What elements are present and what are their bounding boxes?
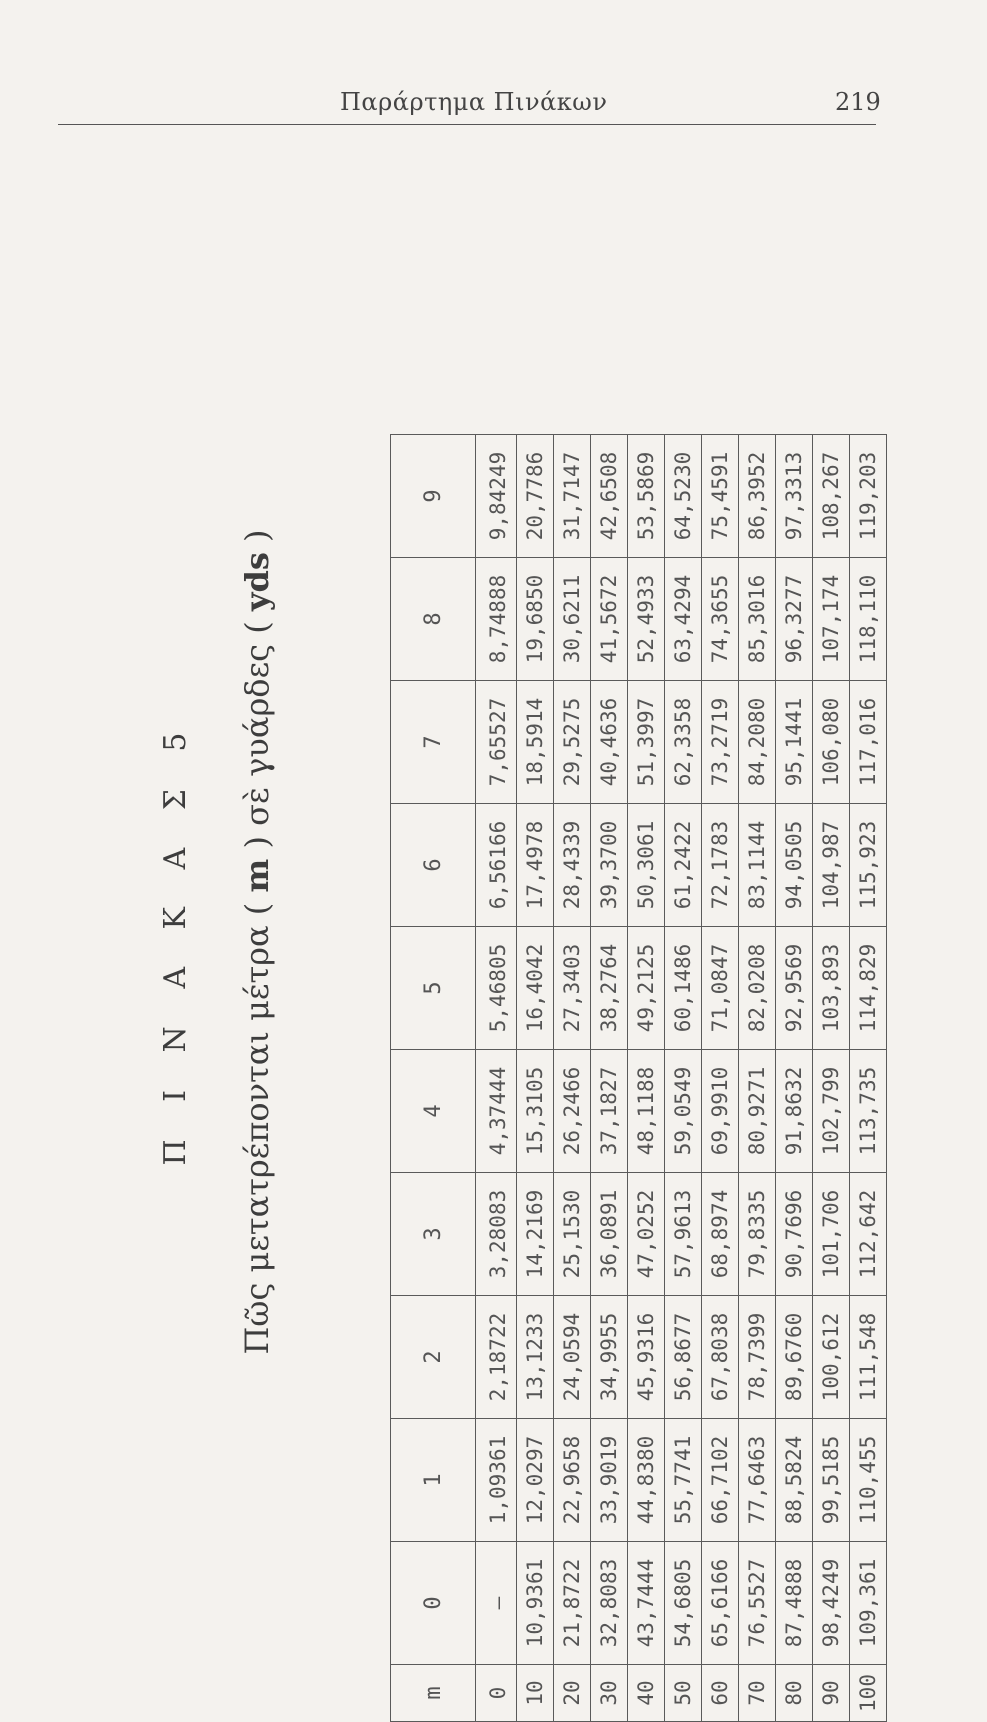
table-cell: —	[476, 1542, 517, 1665]
table-cell: 42,6508	[591, 435, 628, 558]
table-cell: 3,28083	[476, 1173, 517, 1296]
table-cell: 64,5230	[665, 435, 702, 558]
table-cell: 99,5185	[813, 1419, 850, 1542]
table-title-suffix: )	[238, 529, 276, 542]
table-cell: 31,7147	[554, 435, 591, 558]
table-title-unit-yds: yds	[238, 552, 276, 612]
table-cell: 79,8335	[739, 1173, 776, 1296]
table-cell: 14,2169	[517, 1173, 554, 1296]
table-cell: 37,1827	[591, 1050, 628, 1173]
table-cell: 103,893	[813, 927, 850, 1050]
table-cell: 108,267	[813, 435, 850, 558]
table-cell: 106,080	[813, 681, 850, 804]
table-cell: 32,8083	[591, 1542, 628, 1665]
table-cell: 80,9271	[739, 1050, 776, 1173]
table-cell: 66,7102	[702, 1419, 739, 1542]
header-title: Παράρτημα Πινάκων	[340, 88, 608, 116]
table-cell: 119,203	[850, 435, 887, 558]
table-cell: 41,5672	[591, 558, 628, 681]
table-cell: 10,9361	[517, 1542, 554, 1665]
table-cell: 84,2080	[739, 681, 776, 804]
column-header: 8	[391, 558, 476, 681]
table-cell: 18,5914	[517, 681, 554, 804]
column-header: 0	[391, 1542, 476, 1665]
row-label-cell: 60	[702, 1665, 739, 1722]
column-header: 1	[391, 1419, 476, 1542]
header-rule	[58, 124, 876, 125]
table-row	[628, 435, 665, 1722]
table-cell: 75,4591	[702, 435, 739, 558]
table-row	[591, 435, 628, 1722]
table-cell: 78,7399	[739, 1296, 776, 1419]
table-cell: 22,9658	[554, 1419, 591, 1542]
table-cell: 102,799	[813, 1050, 850, 1173]
table-cell: 19,6850	[517, 558, 554, 681]
table-cell: 62,3358	[665, 681, 702, 804]
table-cell: 24,0594	[554, 1296, 591, 1419]
table-row	[554, 435, 591, 1722]
table-cell: 55,7741	[665, 1419, 702, 1542]
table-cell: 5,46805	[476, 927, 517, 1050]
table-cell: 86,3952	[739, 435, 776, 558]
table-cell: 30,6211	[554, 558, 591, 681]
table-cell: 16,4042	[517, 927, 554, 1050]
table-row	[476, 435, 517, 1722]
table-cell: 111,548	[850, 1296, 887, 1419]
table-cell: 20,7786	[517, 435, 554, 558]
column-header: 4	[391, 1050, 476, 1173]
row-label-cell: 80	[776, 1665, 813, 1722]
table-cell: 33,9019	[591, 1419, 628, 1542]
table-cell: 36,0891	[591, 1173, 628, 1296]
table-row	[813, 435, 850, 1722]
row-label-cell: 0	[476, 1665, 517, 1722]
table-cell: 43,7444	[628, 1542, 665, 1665]
table-cell: 87,4888	[776, 1542, 813, 1665]
table-cell: 9,84249	[476, 435, 517, 558]
table-cell: 101,706	[813, 1173, 850, 1296]
table-cell: 69,9910	[702, 1050, 739, 1173]
rotated-table-block	[128, 162, 880, 1722]
table-cell: 110,455	[850, 1419, 887, 1542]
table-cell: 97,3313	[776, 435, 813, 558]
table-cell: 96,3277	[776, 558, 813, 681]
conversion-table	[390, 434, 887, 1722]
table-cell: 28,4339	[554, 804, 591, 927]
table-cell: 44,8380	[628, 1419, 665, 1542]
table-cell: 52,4933	[628, 558, 665, 681]
table-cell: 85,3016	[739, 558, 776, 681]
table-cell: 72,1783	[702, 804, 739, 927]
table-cell: 29,5275	[554, 681, 591, 804]
table-row	[517, 435, 554, 1722]
table-row	[776, 435, 813, 1722]
row-label-cell: 10	[517, 1665, 554, 1722]
row-label-cell: 20	[554, 1665, 591, 1722]
column-header: 2	[391, 1296, 476, 1419]
table-cell: 89,6760	[776, 1296, 813, 1419]
table-cell: 12,0297	[517, 1419, 554, 1542]
row-label-cell: 40	[628, 1665, 665, 1722]
table-cell: 71,0847	[702, 927, 739, 1050]
table-title-mid: ) σὲ γυάρδες (	[238, 621, 276, 849]
table-cell: 76,5527	[739, 1542, 776, 1665]
table-cell: 45,9316	[628, 1296, 665, 1419]
table-cell: 61,2422	[665, 804, 702, 927]
table-cell: 91,8632	[776, 1050, 813, 1173]
table-cell: 73,2719	[702, 681, 739, 804]
table-cell: 118,110	[850, 558, 887, 681]
row-label-cell: 70	[739, 1665, 776, 1722]
table-cell: 113,735	[850, 1050, 887, 1173]
table-cell: 63,4294	[665, 558, 702, 681]
table-cell: 39,3700	[591, 804, 628, 927]
table-header-row	[391, 435, 476, 1722]
table-cell: 115,923	[850, 804, 887, 927]
row-label-cell: 100	[850, 1665, 887, 1722]
table-cell: 82,0208	[739, 927, 776, 1050]
table-cell: 47,0252	[628, 1173, 665, 1296]
table-cell: 74,3655	[702, 558, 739, 681]
table-cell: 95,1441	[776, 681, 813, 804]
column-header: 6	[391, 804, 476, 927]
table-cell: 2,18722	[476, 1296, 517, 1419]
table-cell: 92,9569	[776, 927, 813, 1050]
table-cell: 40,4636	[591, 681, 628, 804]
table-cell: 88,5824	[776, 1419, 813, 1542]
table-cell: 56,8677	[665, 1296, 702, 1419]
table-caption	[128, 162, 328, 1722]
table-cell: 50,3061	[628, 804, 665, 927]
column-header: 9	[391, 435, 476, 558]
table-cell: 104,987	[813, 804, 850, 927]
table-cell: 65,6166	[702, 1542, 739, 1665]
row-label-cell: 90	[813, 1665, 850, 1722]
table-cell: 48,1188	[628, 1050, 665, 1173]
table-cell: 26,2466	[554, 1050, 591, 1173]
row-label-cell: 50	[665, 1665, 702, 1722]
table-row	[850, 435, 887, 1722]
table-body	[476, 435, 887, 1722]
table-cell: 8,74888	[476, 558, 517, 681]
row-label-cell: 30	[591, 1665, 628, 1722]
table-label: Π Ι Ν Α Κ Α Σ 5	[158, 718, 193, 1166]
table-cell: 68,8974	[702, 1173, 739, 1296]
table-cell: 15,3105	[517, 1050, 554, 1173]
running-header	[0, 0, 987, 140]
table-cell: 107,174	[813, 558, 850, 681]
table-cell: 51,3997	[628, 681, 665, 804]
table-cell: 94,0505	[776, 804, 813, 927]
table-cell: 4,37444	[476, 1050, 517, 1173]
table-row	[665, 435, 702, 1722]
table-cell: 21,8722	[554, 1542, 591, 1665]
table-title-prefix: Πῶς μετατρέπονται μέτρα (	[238, 902, 276, 1355]
table-title-unit-m: m	[238, 858, 276, 893]
table-cell: 100,612	[813, 1296, 850, 1419]
rotated-table-content	[128, 162, 880, 1722]
table-row	[739, 435, 776, 1722]
table-cell: 17,4978	[517, 804, 554, 927]
table-cell: 67,8038	[702, 1296, 739, 1419]
table-cell: 60,1486	[665, 927, 702, 1050]
table-cell: 27,3403	[554, 927, 591, 1050]
table-cell: 98,4249	[813, 1542, 850, 1665]
table-cell: 83,1144	[739, 804, 776, 927]
table-cell: 117,016	[850, 681, 887, 804]
table-cell: 7,65527	[476, 681, 517, 804]
table-title	[238, 162, 276, 1722]
table-cell: 49,2125	[628, 927, 665, 1050]
table-cell: 6,56166	[476, 804, 517, 927]
table-cell: 25,1530	[554, 1173, 591, 1296]
table-cell: 54,6805	[665, 1542, 702, 1665]
column-header: 5	[391, 927, 476, 1050]
table-cell: 114,829	[850, 927, 887, 1050]
table-cell: 13,1233	[517, 1296, 554, 1419]
table-cell: 38,2764	[591, 927, 628, 1050]
table-cell: 53,5869	[628, 435, 665, 558]
table-cell: 112,642	[850, 1173, 887, 1296]
column-header: m	[391, 1665, 476, 1722]
column-header: 7	[391, 681, 476, 804]
table-cell: 77,6463	[739, 1419, 776, 1542]
table-cell: 109,361	[850, 1542, 887, 1665]
table-cell: 90,7696	[776, 1173, 813, 1296]
table-cell: 59,0549	[665, 1050, 702, 1173]
table-cell: 1,09361	[476, 1419, 517, 1542]
column-header: 3	[391, 1173, 476, 1296]
page-number: 219	[835, 88, 881, 116]
table-row	[702, 435, 739, 1722]
table-cell: 57,9613	[665, 1173, 702, 1296]
table-cell: 34,9955	[591, 1296, 628, 1419]
